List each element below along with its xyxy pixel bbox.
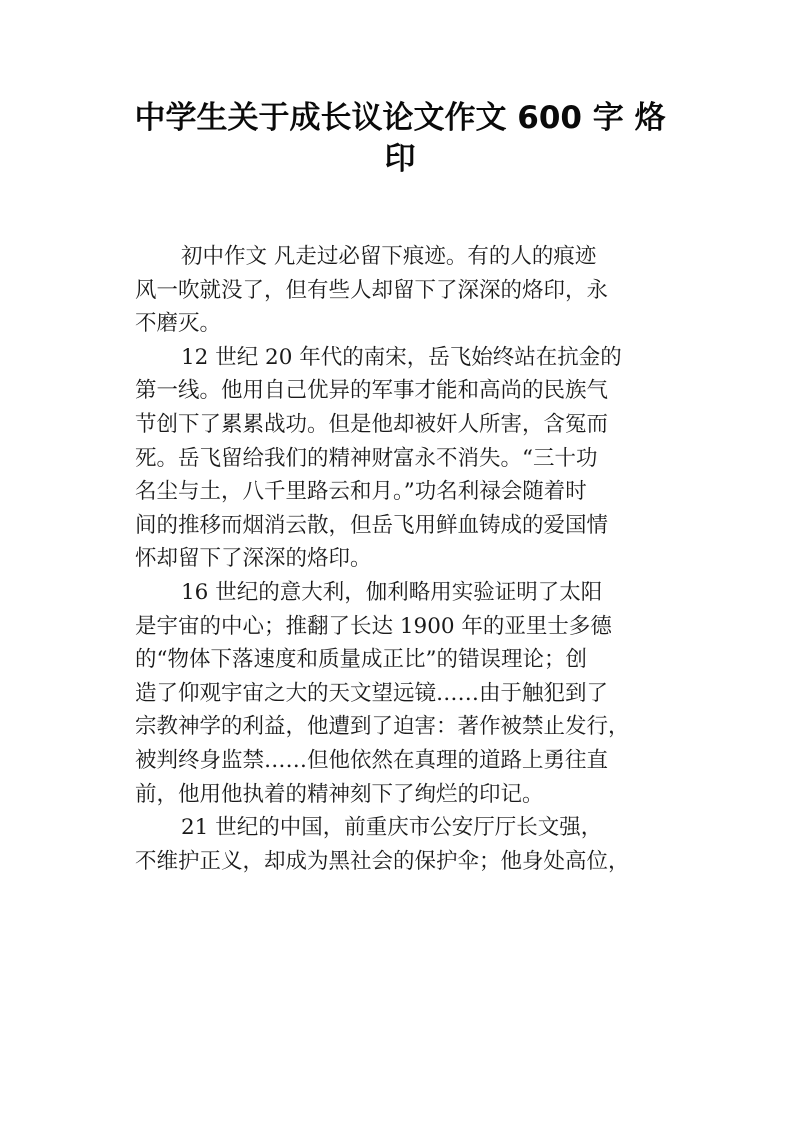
document-title bbox=[120, 98, 680, 180]
title-line: 中学生关于成长议论文作文 600 字 烙 bbox=[134, 100, 666, 136]
paragraph bbox=[135, 240, 670, 341]
text-line: 死。岳飞留给我们的精神财富永不消失。“三十功 bbox=[135, 445, 598, 471]
text-line: 初中作文 凡走过必留下痕迹。有的人的痕迹 bbox=[181, 244, 597, 269]
text-line: 不磨灭。 bbox=[135, 311, 222, 337]
paragraph bbox=[135, 811, 670, 878]
text-line: 16 世纪的意大利，伽利略用实验证明了太阳 bbox=[181, 579, 603, 605]
title-line: 印 bbox=[384, 141, 416, 177]
text-line: 节创下了累累战功。但是他却被奸人所害，含冤而 bbox=[135, 411, 609, 437]
text-line: 前，他用他执着的精神刻下了绚烂的印记。 bbox=[135, 781, 544, 807]
text-line: 造了仰观宇宙之大的天文望远镜……由于触犯到了 bbox=[135, 680, 609, 706]
paragraph bbox=[135, 576, 670, 811]
text-line: 怀却留下了深深的烙印。 bbox=[135, 546, 372, 572]
text-line: 风一吹就没了，但有些人却留下了深深的烙印，永 bbox=[135, 277, 609, 303]
text-line: 的“物体下落速度和质量成正比”的错误理论；创 bbox=[135, 647, 587, 673]
text-line: 21 世纪的中国，前重庆市公安厅厅长文强， bbox=[181, 815, 603, 841]
text-line: 名尘与土，八千里路云和月。”功名利禄会随着时 bbox=[135, 479, 587, 505]
text-line: 间的推移而烟消云散，但岳飞用鲜血铸成的爱国情 bbox=[135, 512, 609, 538]
text-line: 12 世纪 20 年代的南宋，岳飞始终站在抗金的 bbox=[181, 344, 622, 370]
text-line: 是宇宙的中心；推翻了长达 1900 年的亚里士多德 bbox=[135, 613, 612, 639]
document-body bbox=[135, 240, 670, 878]
text-line: 不维护正义，却成为黑社会的保护伞；他身处高位， bbox=[135, 848, 630, 874]
paragraph bbox=[135, 341, 670, 576]
text-line: 第一线。他用自己优异的军事才能和高尚的民族气 bbox=[135, 378, 609, 404]
text-line: 宗教神学的利益，他遭到了迫害：著作被禁止发行， bbox=[135, 714, 630, 740]
text-line: 被判终身监禁……但他依然在真理的道路上勇往直 bbox=[135, 747, 609, 773]
